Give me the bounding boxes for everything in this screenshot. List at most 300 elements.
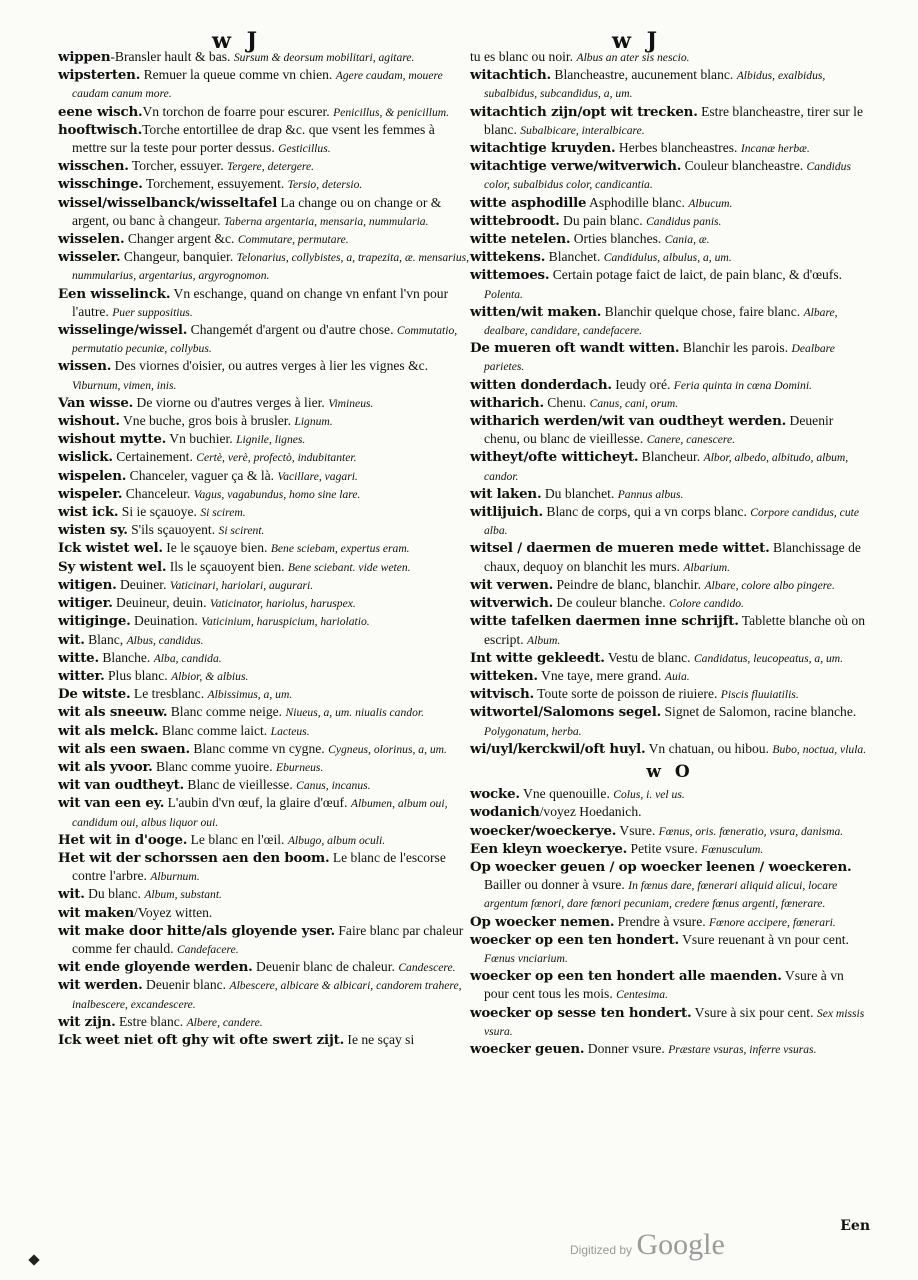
french-gloss: -Bransler hault & bas. <box>110 49 231 64</box>
headword: wist ick. <box>58 504 119 521</box>
headword: wit make door hitte/als gloyende yser. <box>58 922 335 939</box>
headword: witigen. <box>58 576 117 593</box>
dictionary-entry <box>470 394 870 412</box>
latin-gloss: Albucum. <box>688 196 733 210</box>
french-gloss: Toute sorte de poisson de riuiere. <box>533 686 718 702</box>
headword: witter. <box>58 667 105 684</box>
french-gloss: Blanchir quelque chose, faire blanc. <box>601 303 801 319</box>
latin-gloss: Candefacere. <box>176 942 239 956</box>
headword: witachtich zijn/opt wit trecken. <box>470 103 698 120</box>
latin-gloss: Lignile, lignes. <box>236 433 306 447</box>
french-gloss: Blanc comme yuoire. <box>152 758 273 774</box>
headword: wittebroodt. <box>470 212 560 229</box>
french-gloss: Blanchet. <box>545 249 601 265</box>
latin-gloss: Si scirem. <box>200 506 246 520</box>
french-gloss: Asphodille blanc. <box>586 194 685 210</box>
french-gloss: Herbes blancheastres. <box>615 140 738 156</box>
headword: witlijuich. <box>470 504 543 521</box>
headword: witvisch. <box>470 686 534 703</box>
dictionary-entry <box>470 785 870 803</box>
headword: Op woecker nemen. <box>470 913 615 930</box>
french-gloss: Blanc, <box>84 631 124 647</box>
headword: Ick weet niet oft ghy wit ofte swert zijt. <box>58 1031 345 1048</box>
latin-gloss: Viburnum, vimen, inis. <box>72 378 177 392</box>
latin-gloss: Vaticinator, hariolus, haruspex. <box>209 597 356 611</box>
headword: witharich. <box>470 394 544 411</box>
dictionary-entry <box>470 339 870 375</box>
dictionary-entry <box>58 794 470 830</box>
french-gloss: Le blanc en l'œil. <box>187 831 285 847</box>
french-gloss: Blanchissage de chaux, dequoy on blanchit les murs. <box>484 540 861 574</box>
latin-gloss: Albugo, album oculi. <box>287 833 386 847</box>
headword: witachtige verwe/witverwich. <box>470 158 682 175</box>
running-header-right: w J <box>612 28 662 54</box>
french-gloss: Vn eschange, quand on change vn enfant l'vn pour l'autre. <box>72 285 449 319</box>
dictionary-entry <box>470 649 870 667</box>
latin-gloss: Certè, verè, profectò, indubitanter. <box>196 451 357 465</box>
french-gloss: Estre blancheastre, tirer sur le blanc. <box>484 103 863 137</box>
dictionary-entry <box>470 412 870 448</box>
latin-gloss: Album, substant. <box>144 888 222 902</box>
headword: wit werden. <box>58 977 143 994</box>
french-gloss: /Voyez witten. <box>134 904 213 920</box>
french-gloss: Du blanchet. <box>541 485 615 501</box>
dictionary-entry <box>58 776 470 794</box>
headword: wishout. <box>58 413 120 430</box>
latin-gloss: Sex missis vsura. <box>484 1006 865 1038</box>
latin-gloss: Penicillus, & penicillum. <box>333 105 450 119</box>
dictionary-entry <box>470 503 870 539</box>
headword: wisschinge. <box>58 176 143 193</box>
latin-gloss: Tersio, detersio. <box>287 178 363 192</box>
latin-gloss: Albidus, exalbidus, subalbidus, subcandidus, a, um. <box>484 69 826 101</box>
french-gloss: Blancheur. <box>638 449 701 465</box>
dictionary-entry <box>58 885 470 903</box>
headword: wispelen. <box>58 467 127 484</box>
french-gloss: Vsure. <box>616 822 656 838</box>
latin-gloss: Bubo, noctua, vlula. <box>772 742 867 756</box>
latin-gloss: Albior, & albius. <box>171 669 249 683</box>
digitized-by-google-watermark <box>570 1228 725 1262</box>
headword: witiginge. <box>58 613 131 630</box>
headword: Op woecker geuen / op woecker leenen / woeckeren. <box>470 858 852 875</box>
headword: Int witte gekleedt. <box>470 649 605 666</box>
dictionary-entry <box>58 48 470 66</box>
french-gloss: Du blanc. <box>84 886 141 902</box>
headword: witverwich. <box>470 595 554 612</box>
latin-gloss: Candidus panis. <box>646 214 722 228</box>
latin-gloss: Candidus color, subalbidus color, candicantia. <box>484 160 851 192</box>
french-gloss: Vn buchier. <box>166 431 233 447</box>
dictionary-entry <box>470 139 870 157</box>
latin-gloss: Alburnum. <box>150 870 200 884</box>
latin-gloss: Fœnore accipere, fœnerari. <box>709 915 836 929</box>
headword: wit. <box>58 886 85 903</box>
headword: wishout mytte. <box>58 431 167 448</box>
french-gloss: Signet de Salomon, racine blanche. <box>661 704 857 720</box>
dictionary-entry <box>58 831 470 849</box>
latin-gloss: Cygneus, olorinus, a, um. <box>328 742 447 756</box>
french-gloss: Vsure à six pour cent. <box>691 1004 814 1020</box>
headword: Van wisse. <box>58 394 134 411</box>
dictionary-entry <box>470 612 870 648</box>
latin-gloss: Subalbicare, interalbicare. <box>520 123 645 137</box>
dictionary-entry <box>58 976 470 1012</box>
headword: wocke. <box>470 786 520 803</box>
dictionary-entry <box>58 448 470 466</box>
dictionary-entry <box>470 194 870 212</box>
french-gloss: Ie ne sçay si <box>344 1031 415 1047</box>
latin-gloss: Puer suppositius. <box>112 305 193 319</box>
french-gloss: Petite vsure. <box>627 840 698 856</box>
headword: wisschen. <box>58 158 129 175</box>
dictionary-entry <box>470 448 870 484</box>
dictionary-entry <box>470 913 870 931</box>
latin-gloss: Lacteus. <box>270 724 310 738</box>
dictionary-entry <box>58 685 470 703</box>
latin-gloss: Præstare vsuras, inferre vsuras. <box>668 1042 817 1056</box>
french-gloss: Peindre de blanc, blanchir. <box>553 576 702 592</box>
french-gloss: Vne quenouille. <box>519 786 610 802</box>
latin-gloss: Bene sciebant. vide weten. <box>287 560 411 574</box>
headword: woecker op een ten hondert. <box>470 931 679 948</box>
latin-gloss: Alba, candida. <box>153 651 222 665</box>
french-gloss: Changemét d'argent ou d'autre chose. <box>187 322 394 338</box>
dictionary-entry <box>470 66 870 102</box>
french-gloss: Couleur blancheastre. <box>681 158 804 174</box>
headword: wit laken. <box>470 485 542 502</box>
dictionary-entry <box>58 758 470 776</box>
dictionary-entry <box>58 904 470 922</box>
latin-gloss: Commutatio, permutatio pecuniæ, collybus. <box>72 324 458 356</box>
latin-gloss: Colus, i. vel us. <box>613 788 685 802</box>
dictionary-entry <box>470 212 870 230</box>
french-gloss: Changer argent &c. <box>124 231 235 247</box>
latin-gloss: Si scirent. <box>218 524 265 538</box>
latin-gloss: Centesima. <box>616 988 668 1002</box>
latin-gloss: Vacillare, vagari. <box>277 469 358 483</box>
headword: wit van een ey. <box>58 795 165 812</box>
latin-gloss: Incanæ herbæ. <box>740 142 810 156</box>
dictionary-entry <box>58 412 470 430</box>
dictionary-entry <box>58 285 470 321</box>
latin-gloss: Fœnus vnciarium. <box>484 951 568 965</box>
french-gloss: Blanc de corps, qui a vn corps blanc. <box>543 504 747 520</box>
headword: wislick. <box>58 449 113 466</box>
headword: wisselen. <box>58 231 125 248</box>
latin-gloss: Vaticinari, hariolari, augurari. <box>169 578 314 592</box>
dictionary-entry <box>58 485 470 503</box>
latin-gloss: Albumen, album oui, candidum oui, albus liquor oui. <box>72 797 448 829</box>
headword: De mueren oft wandt witten. <box>470 340 680 357</box>
french-gloss: Chanceleur. <box>122 485 191 501</box>
dictionary-entry <box>470 266 870 302</box>
latin-gloss: Piscis fluuiatilis. <box>720 688 799 702</box>
headword: wit ende gloyende werden. <box>58 959 253 976</box>
dictionary-entry <box>58 503 470 521</box>
french-gloss: Blanc comme laict. <box>158 722 268 738</box>
french-gloss: Vn torchon de foarre pour escurer. <box>142 103 330 119</box>
latin-gloss: Bene sciebam, expertus eram. <box>270 542 410 556</box>
headword: Ick wistet wel. <box>58 540 163 557</box>
headword: Een kleyn woeckerye. <box>470 840 628 857</box>
french-gloss: Deuenir blanc de chaleur. <box>252 959 395 975</box>
latin-gloss: Niueus, a, um. niualis candor. <box>285 706 424 720</box>
headword: wippen <box>58 49 111 65</box>
latin-gloss: Cania, æ. <box>664 233 710 247</box>
latin-gloss: Canus, incanus. <box>296 779 371 793</box>
latin-gloss: Albissimus, a, um. <box>207 688 293 702</box>
dictionary-entry <box>58 849 470 885</box>
french-gloss: Certain potage faict de laict, de pain blanc, & d'œufs. <box>549 267 843 283</box>
french-gloss: Plus blanc. <box>104 667 168 683</box>
headword: wisselinge/wissel. <box>58 322 188 339</box>
dictionary-entry <box>470 931 870 967</box>
french-gloss: Torche entortillee de drap &c. que vsent les femmes à mettre sur la teste pour porter dessus. <box>72 121 435 156</box>
french-gloss: Orties blanches. <box>570 231 662 247</box>
dictionary-entry <box>58 558 470 576</box>
latin-gloss: Vagus, vagabundus, homo sine lare. <box>193 487 361 501</box>
dictionary-entry <box>470 594 870 612</box>
french-gloss: Le blanc de l'escorse contre l'arbre. <box>72 849 446 884</box>
dictionary-entry <box>470 967 870 1003</box>
headword: witte. <box>58 649 99 666</box>
latin-gloss: Sursum & deorsum mobilitari, agitare. <box>233 51 415 64</box>
french-gloss: Torchement, essuyement. <box>142 176 285 192</box>
dictionary-entry <box>58 103 470 121</box>
french-gloss: De viorne ou d'autres verges à lier. <box>133 394 325 410</box>
french-gloss: Vsure à vn pour cent tous les mois. <box>484 968 844 1002</box>
dictionary-entry <box>58 66 470 102</box>
latin-gloss: Feria quinta in cœna Domini. <box>673 378 812 392</box>
headword: wipsterten. <box>58 67 141 84</box>
french-gloss: Deuenir chenu, ou blanc de vieillesse. <box>484 413 834 447</box>
dictionary-entry <box>470 803 870 821</box>
french-gloss: Vn chatuan, ou hibou. <box>645 740 770 756</box>
french-gloss: Remuer la queue comme vn chien. <box>140 67 333 83</box>
french-gloss: Chenu. <box>543 394 587 410</box>
dictionary-entry <box>470 48 870 66</box>
french-gloss: De couleur blanche. <box>553 595 666 611</box>
dictionary-entry <box>58 394 470 412</box>
left-column <box>58 48 470 1049</box>
headword: eene wisch. <box>58 103 143 120</box>
dictionary-entry <box>470 485 870 503</box>
dictionary-entry <box>470 248 870 266</box>
french-gloss: Vsure reuenant à vn pour cent. <box>678 931 849 947</box>
dictionary-entry <box>58 467 470 485</box>
french-gloss: Vne buche, gros bois à brusler. <box>119 413 291 429</box>
dictionary-entry <box>470 822 870 840</box>
dictionary-entry <box>470 703 870 739</box>
google-logo: Google <box>636 1228 725 1261</box>
french-gloss: Vne taye, mere grand. <box>537 667 662 683</box>
french-gloss: Faire blanc par chaleur comme fer chauld. <box>72 922 464 956</box>
latin-gloss: Vimineus. <box>328 396 374 410</box>
latin-gloss: Vaticinium, haruspicium, hariolatio. <box>201 615 370 629</box>
french-gloss: Vestu de blanc. <box>604 649 691 665</box>
dictionary-entry <box>470 376 870 394</box>
dictionary-entry <box>58 722 470 740</box>
catchword: Een <box>840 1218 870 1234</box>
french-gloss: Le tresblanc. <box>130 686 205 702</box>
dictionary-entry <box>470 303 870 339</box>
headword: wit maken <box>58 904 135 921</box>
latin-gloss: Tergere, detergere. <box>227 160 315 174</box>
french-gloss: Du pain blanc. <box>559 212 643 228</box>
latin-gloss: Corpore candidus, cute alba. <box>484 506 859 538</box>
latin-gloss: Albus, candidus. <box>126 633 204 647</box>
headword: woecker/woeckerye. <box>470 822 617 839</box>
dictionary-entry <box>58 958 470 976</box>
headword: Een wisselinck. <box>58 285 171 302</box>
latin-gloss: Telonarius, collybistes, a, trapezita, æ. mensarius, nummularius, argentarius, argyrognomon. <box>72 251 470 283</box>
dictionary-entry <box>470 576 870 594</box>
dictionary-entry <box>58 649 470 667</box>
headword: woecker op een ten hondert alle maenden. <box>470 968 782 985</box>
right-column <box>470 48 870 1058</box>
french-gloss: Ieudy oré. <box>611 376 671 392</box>
dictionary-entry <box>58 357 470 393</box>
dictionary-entry <box>58 740 470 758</box>
headword: witten donderdach. <box>470 376 612 393</box>
latin-gloss: Taberna argentaria, mensaria, nummularia. <box>223 214 429 228</box>
dictionary-entry <box>470 685 870 703</box>
latin-gloss: Albare, colore albo pingere. <box>704 578 835 592</box>
latin-gloss: Fœnus, oris. fœneratio, vsura, danisma. <box>658 824 844 838</box>
headword: witiger. <box>58 595 113 612</box>
dictionary-entry <box>470 230 870 248</box>
dictionary-entry <box>470 740 870 758</box>
latin-gloss: Eburneus. <box>276 760 324 774</box>
latin-gloss: Albescere, albicare & albicari, candorem trahere, inalbescere, excandescere. <box>72 979 462 1011</box>
headword: Sy wistent wel. <box>58 558 167 575</box>
french-gloss: Deuination. <box>130 613 198 629</box>
latin-gloss: Fœnusculum. <box>701 842 764 856</box>
watermark-prefix: Digitized by <box>570 1243 633 1257</box>
headword: wit zijn. <box>58 1013 116 1030</box>
dictionary-entry <box>58 594 470 612</box>
dictionary-entry <box>470 1040 870 1058</box>
headword: wisseler. <box>58 249 121 266</box>
headword: witharich werden/wit van oudtheyt werden. <box>470 413 787 430</box>
french-gloss: Chanceler, vaguer ça & là. <box>126 467 275 483</box>
headword: wit als melck. <box>58 722 159 739</box>
french-gloss: /voyez Hoedanich. <box>539 804 642 820</box>
french-gloss: Ie le sçauoye bien. <box>162 540 268 556</box>
latin-gloss: Albarium. <box>683 560 731 574</box>
french-gloss: Ils le sçauoyent bien. <box>166 558 285 574</box>
french-gloss: Donner vsure. <box>584 1040 665 1056</box>
latin-gloss: Polygonatum, herba. <box>484 724 582 738</box>
dictionary-entry <box>58 1013 470 1031</box>
french-gloss: La change ou on change or & argent, ou banc à changeur. <box>72 194 442 228</box>
french-gloss: L'aubin d'vn œuf, la glaire d'œuf. <box>164 795 348 811</box>
latin-gloss: Dealbare parietes. <box>484 342 835 374</box>
headword: wit als yvoor. <box>58 758 153 775</box>
headword: witte netelen. <box>470 231 571 248</box>
dictionary-entry <box>58 703 470 721</box>
headword: wi/uyl/kerckwil/oft huyl. <box>470 740 646 757</box>
headword: wit van oudtheyt. <box>58 777 185 794</box>
french-gloss: Blanc comme neige. <box>167 704 283 720</box>
latin-gloss: Album. <box>527 633 561 647</box>
latin-gloss: Gesticillus. <box>278 142 331 156</box>
french-gloss: Changeur, banquier. <box>120 249 234 265</box>
french-gloss: S'ils sçauoyent. <box>127 522 216 538</box>
dictionary-entry <box>470 1004 870 1040</box>
french-gloss: Blanche. <box>98 649 151 665</box>
dictionary-entry <box>58 667 470 685</box>
dictionary-entry <box>470 840 870 858</box>
headword: witachtige kruyden. <box>470 140 616 157</box>
dictionary-entry <box>470 539 870 575</box>
french-gloss: tu es blanc ou noir. <box>470 49 574 64</box>
dictionary-entry <box>470 157 870 193</box>
dictionary-entry <box>58 430 470 448</box>
section-heading: w O <box>646 761 694 782</box>
dictionary-entry <box>58 576 470 594</box>
headword: wodanich <box>470 804 540 821</box>
latin-gloss: Candescere. <box>398 961 456 975</box>
headword: wit als een swaen. <box>58 740 190 757</box>
headword: witwortel/Salomons segel. <box>470 704 662 721</box>
headword: witheyt/ofte witticheyt. <box>470 449 639 466</box>
headword: wissen. <box>58 358 112 375</box>
latin-gloss: Lignum. <box>294 415 333 429</box>
headword: witachtich. <box>470 67 551 84</box>
latin-gloss: In fœnus dare, fœnerari aliquid alicui, locare argentum fœnori, dare fœnori pecuniam, credere fœnus argenti, fœnerare. <box>484 879 838 911</box>
latin-gloss: Commutare, permutare. <box>237 233 349 247</box>
latin-gloss: Albare, dealbare, candidare, candefacere. <box>484 305 838 338</box>
latin-gloss: Albor, albedo, albitudo, album, candor. <box>484 451 849 483</box>
french-gloss: Prendre à vsure. <box>614 913 706 929</box>
headword: woecker geuen. <box>470 1040 585 1057</box>
french-gloss: Blanc comme vn cygne. <box>189 740 325 756</box>
headword: woecker op sesse ten hondert. <box>470 1004 692 1021</box>
dictionary-entry <box>58 539 470 557</box>
latin-gloss: Candidatus, leucopeatus, a, um. <box>693 651 844 665</box>
french-gloss: Tablette blanche où on escript. <box>484 613 866 647</box>
headword: wit. <box>58 631 85 648</box>
dictionary-entry <box>470 858 870 913</box>
headword: wit verwen. <box>470 576 554 593</box>
dictionary-entry <box>58 248 470 284</box>
dictionary-entry <box>58 521 470 539</box>
dictionary-entry <box>58 922 470 958</box>
dictionary-entry <box>58 194 470 230</box>
headword: witteken. <box>470 667 538 684</box>
headword: witsel / daermen de mueren mede wittet. <box>470 540 770 557</box>
latin-gloss: Polenta. <box>484 287 523 301</box>
latin-gloss: Pannus albus. <box>617 487 684 501</box>
french-gloss: Des viornes d'oisier, ou autres verges à lier les vignes &c. <box>111 358 429 374</box>
dictionary-entry <box>58 612 470 630</box>
headword: wisten sy. <box>58 522 128 539</box>
dictionary-entry <box>58 230 470 248</box>
headword: Het wit in d'ooge. <box>58 831 188 848</box>
french-gloss: Si ie sçauoye. <box>118 504 197 520</box>
headword: De witste. <box>58 686 131 703</box>
french-gloss: Bailler ou donner à vsure. <box>484 877 625 893</box>
dictionary-entry <box>470 667 870 685</box>
headword: Het wit der schorssen aen den boom. <box>58 849 330 866</box>
page-corner-mark <box>28 1254 39 1265</box>
dictionary-entry <box>58 157 470 175</box>
headword: wittemoes. <box>470 267 550 284</box>
french-gloss: Deuineur, deuin. <box>112 595 207 611</box>
headword: witte asphodille <box>470 194 587 211</box>
